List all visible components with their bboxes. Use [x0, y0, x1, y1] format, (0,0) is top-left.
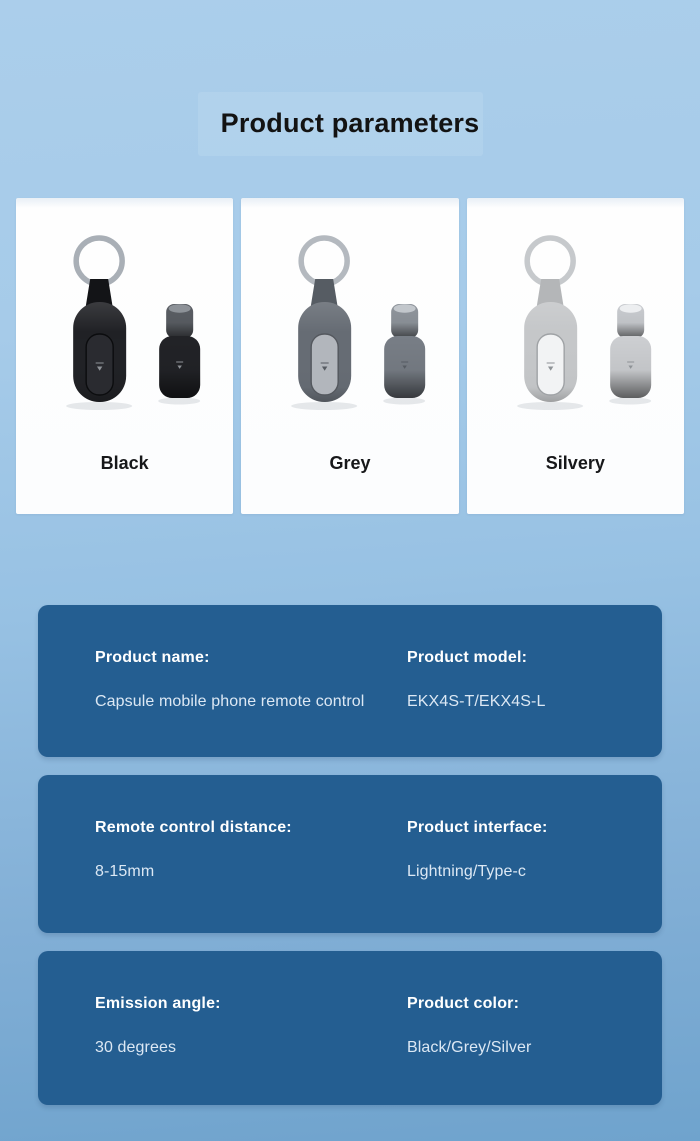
- spec-label: Product model:: [407, 649, 528, 666]
- spec-label: Product color:: [407, 995, 520, 1012]
- keyring-icon: [76, 238, 122, 284]
- spec-product-interface: [407, 819, 638, 881]
- spec-remote-distance: [95, 819, 407, 881]
- usb-connector: [158, 304, 200, 405]
- spec-value: EKX4S-T/EKX4S-L: [407, 693, 546, 710]
- product-color-cards: [16, 198, 684, 514]
- usb-connector: [383, 304, 425, 405]
- spec-value: Capsule mobile phone remote control: [95, 693, 365, 710]
- product-photo-grey: [241, 198, 458, 438]
- spec-product-color: [407, 995, 638, 1057]
- keychain-remote: [517, 238, 583, 410]
- spec-label: Product interface:: [407, 819, 548, 836]
- spec-label: Emission angle:: [95, 995, 221, 1012]
- page-title: Product parameters: [220, 108, 480, 138]
- product-card-black: [16, 198, 233, 514]
- spec-product-name: [95, 649, 407, 711]
- product-photo-silvery: [467, 198, 684, 438]
- product-color-label: Black: [100, 453, 149, 473]
- keyring-icon: [527, 238, 573, 284]
- product-photo-black: [16, 198, 233, 438]
- spec-panel-name-model: [38, 605, 662, 757]
- product-card-silvery: [467, 198, 684, 514]
- spec-value: Lightning/Type-c: [407, 863, 527, 880]
- spec-product-model: [407, 649, 638, 711]
- spec-emission-angle: [95, 995, 407, 1057]
- spec-panel-angle-color: [38, 951, 662, 1105]
- spec-label: Remote control distance:: [95, 819, 292, 836]
- keyring-icon: [301, 238, 347, 284]
- spec-value: Black/Grey/Silver: [407, 1039, 532, 1056]
- spec-value: 8-15mm: [95, 863, 155, 880]
- spec-value: 30 degrees: [95, 1039, 177, 1056]
- product-color-label: Silvery: [545, 453, 605, 473]
- spec-label: Product name:: [95, 649, 210, 666]
- usb-connector: [609, 304, 651, 405]
- spec-panel-distance-interface: [38, 775, 662, 933]
- product-card-grey: [241, 198, 458, 514]
- product-color-label: Grey: [329, 453, 371, 473]
- keychain-remote: [66, 238, 132, 410]
- keychain-remote: [291, 238, 357, 410]
